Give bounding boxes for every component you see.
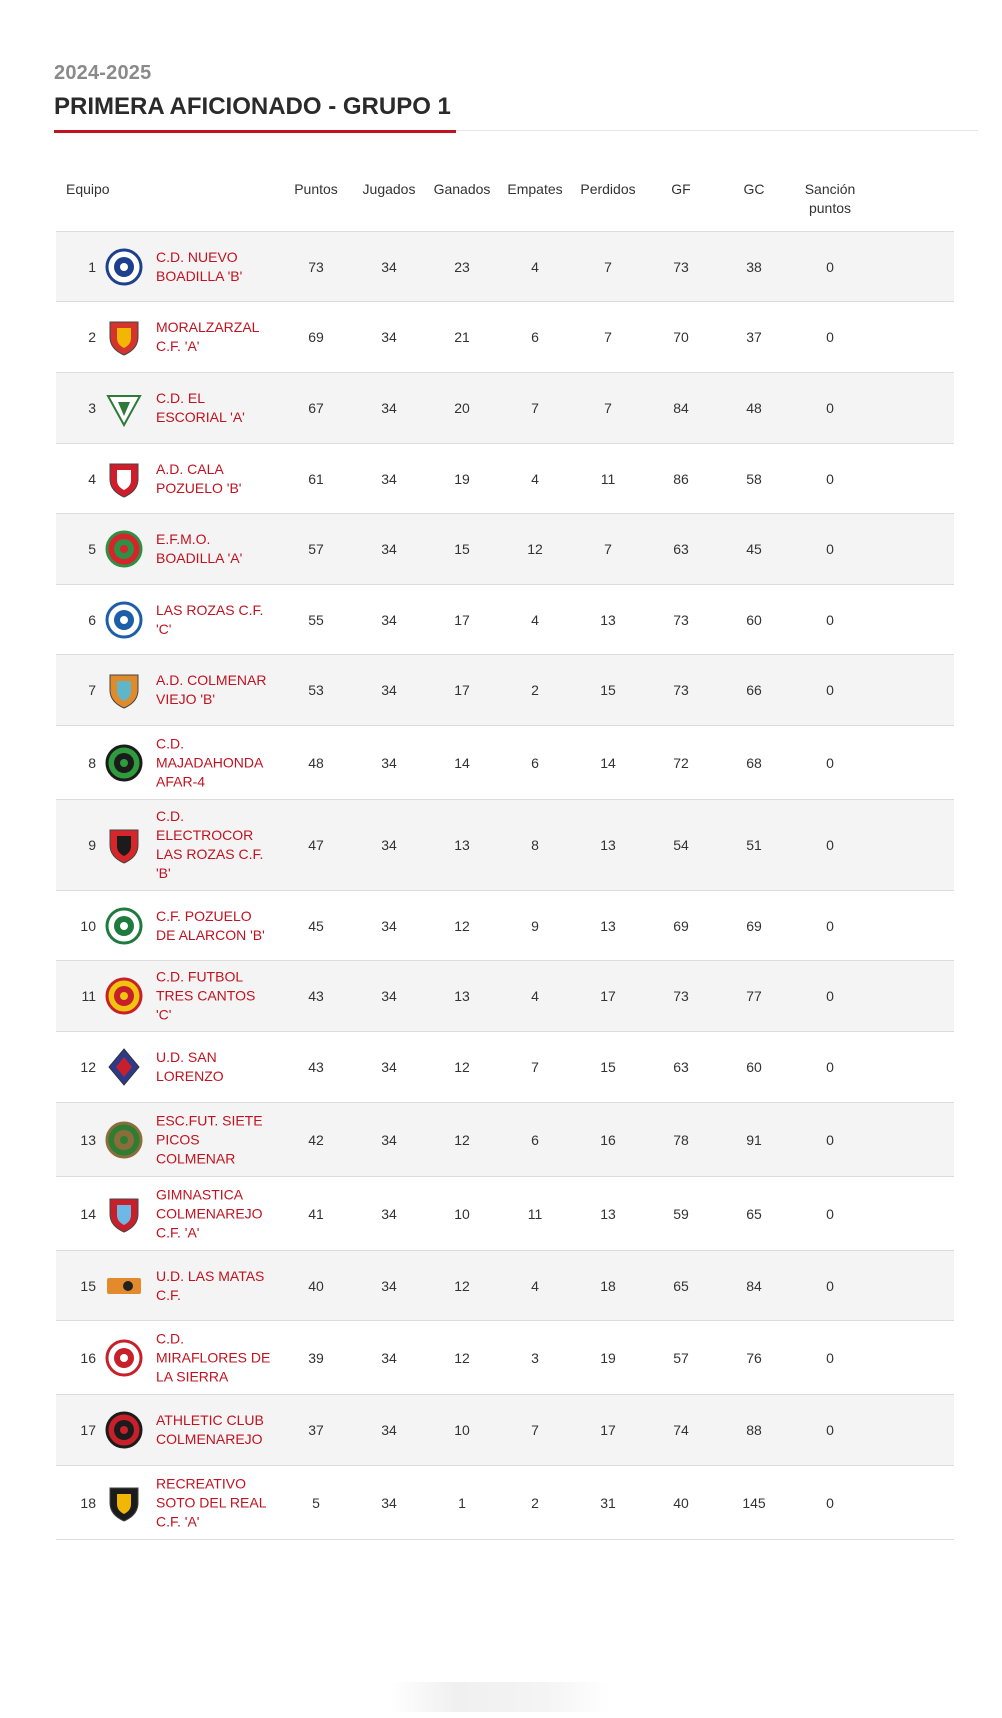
goals-for-cell: 78: [673, 1131, 689, 1148]
table-row: [56, 1032, 954, 1103]
played-cell: 34: [381, 611, 397, 628]
drawn-cell: 8: [531, 837, 539, 853]
goals-against-cell: 45: [746, 541, 762, 557]
sanction-cell: 0: [826, 541, 834, 557]
table-row: [56, 1321, 954, 1395]
won-cell: 12: [454, 917, 470, 934]
played-cell: 34: [381, 682, 397, 698]
goals-for-cell: 72: [673, 754, 689, 771]
escorial-crest-icon: [104, 388, 144, 428]
points-cell: 55: [308, 611, 324, 628]
team-link[interactable]: GIMNASTICA COLMENAREJO C.F. 'A': [156, 1186, 263, 1240]
points-cell: 73: [308, 258, 324, 275]
drawn-cell: 4: [531, 470, 539, 487]
table-row: [56, 1395, 954, 1466]
points-cell: 69: [308, 329, 324, 345]
won-cell: 13: [454, 837, 470, 853]
miraflores-crest-icon: [104, 1338, 144, 1378]
position-cell: 5: [88, 541, 96, 557]
sanction-cell: 0: [826, 988, 834, 1004]
table-row: [56, 1103, 954, 1177]
lost-cell: 11: [600, 470, 616, 487]
lost-cell: 13: [600, 1205, 616, 1222]
gimnastica-crest-icon: [104, 1194, 144, 1234]
goals-for-cell: 73: [673, 682, 689, 698]
las-rozas-crest-icon: [104, 600, 144, 640]
table-row: [56, 961, 954, 1032]
table-row: [56, 302, 954, 373]
position-cell: 12: [80, 1059, 96, 1075]
goals-for-cell: 73: [673, 611, 689, 628]
played-cell: 34: [381, 541, 397, 557]
sanction-cell: 0: [826, 1059, 834, 1075]
team-link[interactable]: MORALZARZAL C.F. 'A': [156, 319, 259, 354]
position-cell: 6: [88, 611, 96, 628]
moralzarzal-crest-icon: [104, 317, 144, 357]
lost-cell: 17: [600, 988, 616, 1004]
table-row: [56, 1177, 954, 1251]
drawn-cell: 7: [531, 400, 539, 416]
position-cell: 1: [88, 258, 96, 275]
team-link[interactable]: E.F.M.O. BOADILLA 'A': [156, 531, 243, 566]
goals-against-cell: 60: [746, 611, 762, 628]
san-lorenzo-crest-icon: [104, 1047, 144, 1087]
las-matas-crest-icon: [104, 1266, 144, 1306]
athletic-colmenarejo-crest-icon: [104, 1410, 144, 1450]
lost-cell: 13: [600, 917, 616, 934]
points-cell: 42: [308, 1131, 324, 1148]
won-cell: 19: [454, 470, 470, 487]
table-row: [56, 232, 954, 302]
goals-for-cell: 73: [673, 258, 689, 275]
goals-for-cell: 70: [673, 329, 689, 345]
sanction-cell: 0: [826, 754, 834, 771]
team-link[interactable]: U.D. SAN LORENZO: [156, 1049, 224, 1084]
electrocor-crest-icon: [104, 825, 144, 865]
table-row: [56, 1251, 954, 1321]
team-link[interactable]: ATHLETIC CLUB COLMENAREJO: [156, 1412, 264, 1447]
goals-for-cell: 74: [673, 1422, 689, 1438]
position-cell: 7: [88, 682, 96, 698]
table-row: [56, 726, 954, 800]
position-cell: 2: [88, 329, 96, 345]
drawn-cell: 7: [531, 1422, 539, 1438]
sanction-cell: 0: [826, 258, 834, 275]
table-header: [56, 172, 954, 232]
table-row: [56, 655, 954, 726]
points-cell: 43: [308, 988, 324, 1004]
drawn-cell: 6: [531, 754, 539, 771]
col-header-points: Puntos: [294, 181, 338, 197]
won-cell: 13: [454, 988, 470, 1004]
goals-against-cell: 51: [746, 837, 762, 853]
lost-cell: 15: [600, 682, 616, 698]
lost-cell: 7: [604, 258, 612, 275]
drawn-cell: 7: [531, 1059, 539, 1075]
played-cell: 34: [381, 400, 397, 416]
lost-cell: 7: [604, 400, 612, 416]
played-cell: 34: [381, 470, 397, 487]
col-header-drawn: Empates: [507, 181, 563, 197]
played-cell: 34: [381, 1205, 397, 1222]
drawn-cell: 9: [531, 917, 539, 934]
played-cell: 34: [381, 1349, 397, 1366]
team-link[interactable]: C.D. MIRAFLORES DE LA SIERRA: [156, 1330, 271, 1384]
sanction-cell: 0: [826, 682, 834, 698]
sanction-cell: 0: [826, 1131, 834, 1148]
sanction-cell: 0: [826, 611, 834, 628]
table-row: [56, 444, 954, 514]
lost-cell: 17: [600, 1422, 616, 1438]
position-cell: 17: [80, 1422, 96, 1438]
sanction-cell: 0: [826, 1494, 834, 1511]
goals-for-cell: 73: [673, 988, 689, 1004]
table-row: [56, 891, 954, 961]
goals-for-cell: 63: [673, 541, 689, 557]
cdnb-crest-icon: [104, 247, 144, 287]
points-cell: 37: [308, 1422, 324, 1438]
team-link[interactable]: A.D. COLMENAR VIEJO 'B': [156, 672, 267, 707]
goals-against-cell: 66: [746, 682, 762, 698]
points-cell: 47: [308, 837, 324, 853]
played-cell: 34: [381, 1059, 397, 1075]
col-header-played: Jugados: [362, 181, 416, 197]
drawn-cell: 12: [527, 541, 543, 557]
team-link[interactable]: C.D. ELECTROCOR LAS ROZAS C.F. 'B': [156, 808, 264, 881]
points-cell: 67: [308, 400, 324, 416]
drawn-cell: 2: [531, 682, 539, 698]
team-link[interactable]: C.D. EL ESCORIAL 'A': [156, 390, 245, 425]
team-link[interactable]: ESC.FUT. SIETE PICOS COLMENAR: [156, 1112, 263, 1166]
drawn-cell: 2: [531, 1494, 539, 1511]
col-header-gc: GC: [743, 181, 765, 197]
won-cell: 14: [454, 754, 470, 771]
points-cell: 41: [308, 1205, 324, 1222]
goals-against-cell: 38: [746, 258, 762, 275]
col-header-team: Equipo: [66, 181, 110, 197]
team-link[interactable]: A.D. CALA POZUELO 'B': [156, 460, 242, 496]
played-cell: 34: [381, 258, 397, 275]
won-cell: 12: [454, 1059, 470, 1075]
drawn-cell: 4: [531, 258, 539, 275]
played-cell: 34: [381, 754, 397, 771]
won-cell: 21: [454, 329, 470, 345]
points-cell: 5: [312, 1494, 320, 1511]
position-cell: 9: [88, 837, 96, 853]
table-row: [56, 800, 954, 891]
goals-for-cell: 54: [673, 837, 689, 853]
lost-cell: 13: [600, 837, 616, 853]
sanction-cell: 0: [826, 1422, 834, 1438]
page-title: PRIMERA AFICIONADO - GRUPO 1: [54, 93, 451, 120]
team-link[interactable]: C.F. POZUELO DE ALARCON 'B': [156, 907, 265, 943]
position-cell: 4: [88, 470, 96, 487]
won-cell: 15: [454, 541, 470, 557]
goals-for-cell: 57: [673, 1349, 689, 1366]
siete-picos-crest-icon: [104, 1120, 144, 1160]
table-row: [56, 1466, 954, 1540]
goals-against-cell: 84: [746, 1277, 762, 1294]
team-link[interactable]: C.D. FUTBOL TRES CANTOS 'C': [156, 968, 256, 1023]
col-header-lost: Perdidos: [580, 181, 636, 197]
tres-cantos-crest-icon: [104, 976, 144, 1016]
header-accent-underline: [54, 130, 456, 133]
won-cell: 10: [454, 1422, 470, 1438]
sanction-cell: 0: [826, 1277, 834, 1294]
goals-against-cell: 76: [746, 1349, 762, 1366]
played-cell: 34: [381, 1494, 397, 1511]
footer-fade: [390, 1682, 610, 1712]
page-header: [54, 62, 978, 121]
won-cell: 12: [454, 1277, 470, 1294]
goals-against-cell: 60: [746, 1059, 762, 1075]
goals-against-cell: 88: [746, 1422, 762, 1438]
points-cell: 39: [308, 1349, 324, 1366]
lost-cell: 18: [600, 1277, 616, 1294]
won-cell: 10: [454, 1205, 470, 1222]
position-cell: 8: [88, 754, 96, 771]
goals-against-cell: 48: [746, 400, 762, 416]
lost-cell: 14: [600, 754, 616, 771]
sanction-cell: 0: [826, 1205, 834, 1222]
season-label: 2024-2025: [54, 62, 152, 84]
table-body: [56, 232, 954, 1540]
goals-for-cell: 59: [673, 1205, 689, 1222]
won-cell: 17: [454, 611, 470, 628]
goals-for-cell: 84: [673, 400, 689, 416]
goals-against-cell: 69: [746, 917, 762, 934]
won-cell: 1: [458, 1494, 466, 1511]
goals-for-cell: 40: [673, 1494, 689, 1511]
won-cell: 12: [454, 1349, 470, 1366]
majadahonda-crest-icon: [104, 743, 144, 783]
played-cell: 34: [381, 1277, 397, 1294]
lost-cell: 31: [600, 1494, 616, 1511]
goals-against-cell: 68: [746, 754, 762, 771]
sanction-cell: 0: [826, 470, 834, 487]
lost-cell: 13: [600, 611, 616, 628]
played-cell: 34: [381, 988, 397, 1004]
table-row: [56, 373, 954, 444]
lost-cell: 7: [604, 541, 612, 557]
won-cell: 12: [454, 1131, 470, 1148]
goals-for-cell: 65: [673, 1277, 689, 1294]
goals-against-cell: 58: [746, 470, 762, 487]
points-cell: 43: [308, 1059, 324, 1075]
position-cell: 11: [81, 988, 96, 1004]
soto-real-crest-icon: [104, 1483, 144, 1523]
standings-table: [56, 172, 954, 1540]
goals-against-cell: 91: [746, 1131, 762, 1148]
lost-cell: 15: [600, 1059, 616, 1075]
col-header-sanction: Sanción puntos: [804, 181, 856, 216]
played-cell: 34: [381, 917, 397, 934]
points-cell: 61: [308, 470, 324, 487]
goals-against-cell: 65: [746, 1205, 762, 1222]
drawn-cell: 4: [531, 988, 539, 1004]
goals-for-cell: 63: [673, 1059, 689, 1075]
points-cell: 40: [308, 1277, 324, 1294]
col-header-won: Ganados: [433, 181, 491, 197]
table-row: [56, 585, 954, 655]
position-cell: 16: [80, 1349, 96, 1366]
drawn-cell: 6: [531, 329, 539, 345]
drawn-cell: 11: [527, 1205, 543, 1222]
table-row: [56, 514, 954, 585]
drawn-cell: 4: [531, 1277, 539, 1294]
goals-against-cell: 37: [746, 329, 762, 345]
col-header-gf: GF: [671, 181, 691, 197]
points-cell: 48: [308, 754, 324, 771]
lost-cell: 19: [600, 1349, 616, 1366]
sanction-cell: 0: [826, 1349, 834, 1366]
points-cell: 45: [308, 917, 324, 934]
position-cell: 14: [80, 1205, 96, 1222]
played-cell: 34: [381, 1422, 397, 1438]
team-link[interactable]: C.D. NUEVO BOADILLA 'B': [156, 248, 243, 284]
position-cell: 18: [80, 1494, 96, 1511]
lost-cell: 7: [604, 329, 612, 345]
won-cell: 23: [454, 258, 470, 275]
played-cell: 34: [381, 1131, 397, 1148]
team-link[interactable]: RECREATIVO SOTO DEL REAL C.F. 'A': [156, 1475, 266, 1529]
won-cell: 20: [454, 400, 470, 416]
pozuelo-alarcon-crest-icon: [104, 906, 144, 946]
position-cell: 3: [88, 400, 96, 416]
played-cell: 34: [381, 329, 397, 345]
sanction-cell: 0: [826, 917, 834, 934]
goals-against-cell: 77: [746, 988, 762, 1004]
drawn-cell: 4: [531, 611, 539, 628]
points-cell: 53: [308, 682, 324, 698]
drawn-cell: 3: [531, 1349, 539, 1366]
drawn-cell: 6: [531, 1131, 539, 1148]
team-link[interactable]: LAS ROZAS C.F. 'C': [156, 601, 264, 637]
goals-for-cell: 86: [673, 470, 689, 487]
position-cell: 13: [80, 1131, 96, 1148]
goals-against-cell: 145: [742, 1494, 766, 1511]
won-cell: 17: [454, 682, 470, 698]
goals-for-cell: 69: [673, 917, 689, 934]
position-cell: 10: [80, 917, 96, 934]
sanction-cell: 0: [826, 329, 834, 345]
colmenar-viejo-crest-icon: [104, 670, 144, 710]
team-link[interactable]: C.D. MAJADAHONDA AFAR-4: [156, 735, 263, 789]
team-link[interactable]: U.D. LAS MATAS C.F.: [156, 1267, 265, 1303]
sanction-cell: 0: [826, 400, 834, 416]
lost-cell: 16: [600, 1131, 616, 1148]
points-cell: 57: [308, 541, 324, 557]
position-cell: 15: [80, 1277, 96, 1294]
sanction-cell: 0: [826, 837, 834, 853]
played-cell: 34: [381, 837, 397, 853]
cala-pozuelo-crest-icon: [104, 459, 144, 499]
efmo-crest-icon: [104, 529, 144, 569]
